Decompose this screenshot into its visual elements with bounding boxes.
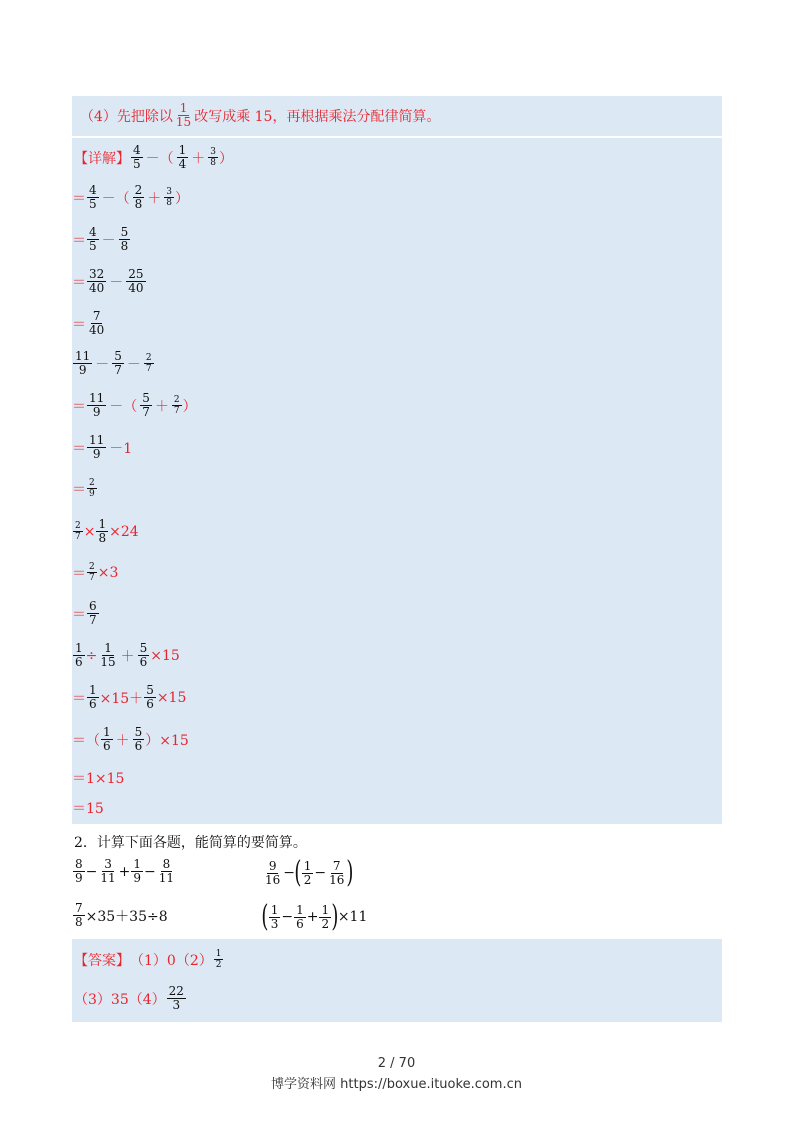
answer-part-1: （1）0（2）: [130, 952, 213, 969]
footer-site: 博学资料网 https://boxue.ituoke.com.cn: [271, 1077, 522, 1092]
detail-label: 【详解】: [74, 150, 130, 167]
detail-line-10: $\frac{2}{7}$ × $\frac{1}{8}$ ×24: [75, 517, 139, 545]
answer-label: 【答案】: [74, 952, 130, 969]
page-number: 2 / 70: [377, 1056, 416, 1071]
detail-line-6: $\frac{11}{9}$ － $\frac{5}{7}$ － $\frac{2}{7}$: [75, 349, 152, 377]
detail-line-9: ＝ $\frac{2}{9}$: [72, 478, 95, 499]
detail-line-12: ＝ $\frac{6}{7}$: [72, 599, 97, 627]
detail-line-7: ＝ $\frac{11}{9}$ －（ $\frac{5}{7}$ ＋ $\frac{2}{7}$ ）: [72, 391, 197, 419]
problem-3: $\frac{7}{8}$ ×35＋35÷8: [75, 901, 168, 929]
detail-line-8: ＝ $\frac{11}{9}$ －1: [72, 433, 133, 461]
hint-suffix: 改写成乘 15，再根据乘法分配律简算。: [194, 108, 441, 125]
detail-panel: [72, 138, 722, 824]
detail-line-3: ＝ $\frac{4}{5}$ － $\frac{5}{8}$: [72, 225, 129, 253]
answer-line-1: [74, 949, 224, 970]
answer-panel: [72, 939, 722, 1022]
detail-line-17: ＝15: [72, 801, 104, 817]
detail-line-16: ＝1×15: [72, 771, 125, 787]
detail-line-11: ＝ $\frac{2}{7}$ ×3: [72, 562, 119, 583]
detail-line-2: ＝ $\frac{4}{5}$ －（ $\frac{2}{8}$ ＋ $\frac{3}{8}$ ）: [72, 183, 190, 211]
hint-prefix: （4）先把除以: [80, 108, 173, 125]
problem-2: $\frac{9}{16}$ − ( $\frac{1}{2}$ − $\frac{7}{16}$ ): [265, 855, 354, 890]
detail-line-5: ＝ $\frac{7}{40}$: [72, 309, 105, 337]
answer-fraction-4: $\frac{22}{3}$: [168, 984, 184, 1012]
hint-line: [80, 102, 440, 129]
detail-line-13: $\frac{1}{6}$ ÷ $\frac{1}{15}$ ＋ $\frac{5}{6}$ ×15: [75, 641, 180, 669]
hint-panel: [72, 96, 722, 136]
question-2-title: 2．计算下面各题，能简算的要简算。: [74, 835, 307, 851]
answer-fraction-2: $\frac{1}{2}$: [215, 949, 222, 970]
detail-line-14: ＝ $\frac{1}{6}$ ×15＋ $\frac{5}{6}$ ×15: [72, 683, 187, 711]
answer-part-3: （3）35（4）: [74, 991, 166, 1008]
problem-1: $\frac{8}{9}$ − $\frac{3}{11}$ + $\frac{1}{9}$ − $\frac{8}{11}$: [75, 857, 175, 885]
detail-line-1: 【详解】 $\frac{4}{5}$ －（ $\frac{1}{4}$ ＋ $\frac{3}{8}$ ）: [74, 143, 234, 171]
problem-4: ( $\frac{1}{3}$ − $\frac{1}{6}$ + $\frac{1}{2}$ ) ×11: [261, 899, 368, 934]
answer-line-2: [74, 985, 187, 1012]
detail-line-15: ＝（ $\frac{1}{6}$ ＋ $\frac{5}{6}$ ）×15: [72, 725, 189, 753]
hint-fraction: $\frac{1}{15}$: [175, 101, 192, 129]
detail-line-4: ＝ $\frac{32}{40}$ － $\frac{25}{40}$: [72, 267, 144, 295]
